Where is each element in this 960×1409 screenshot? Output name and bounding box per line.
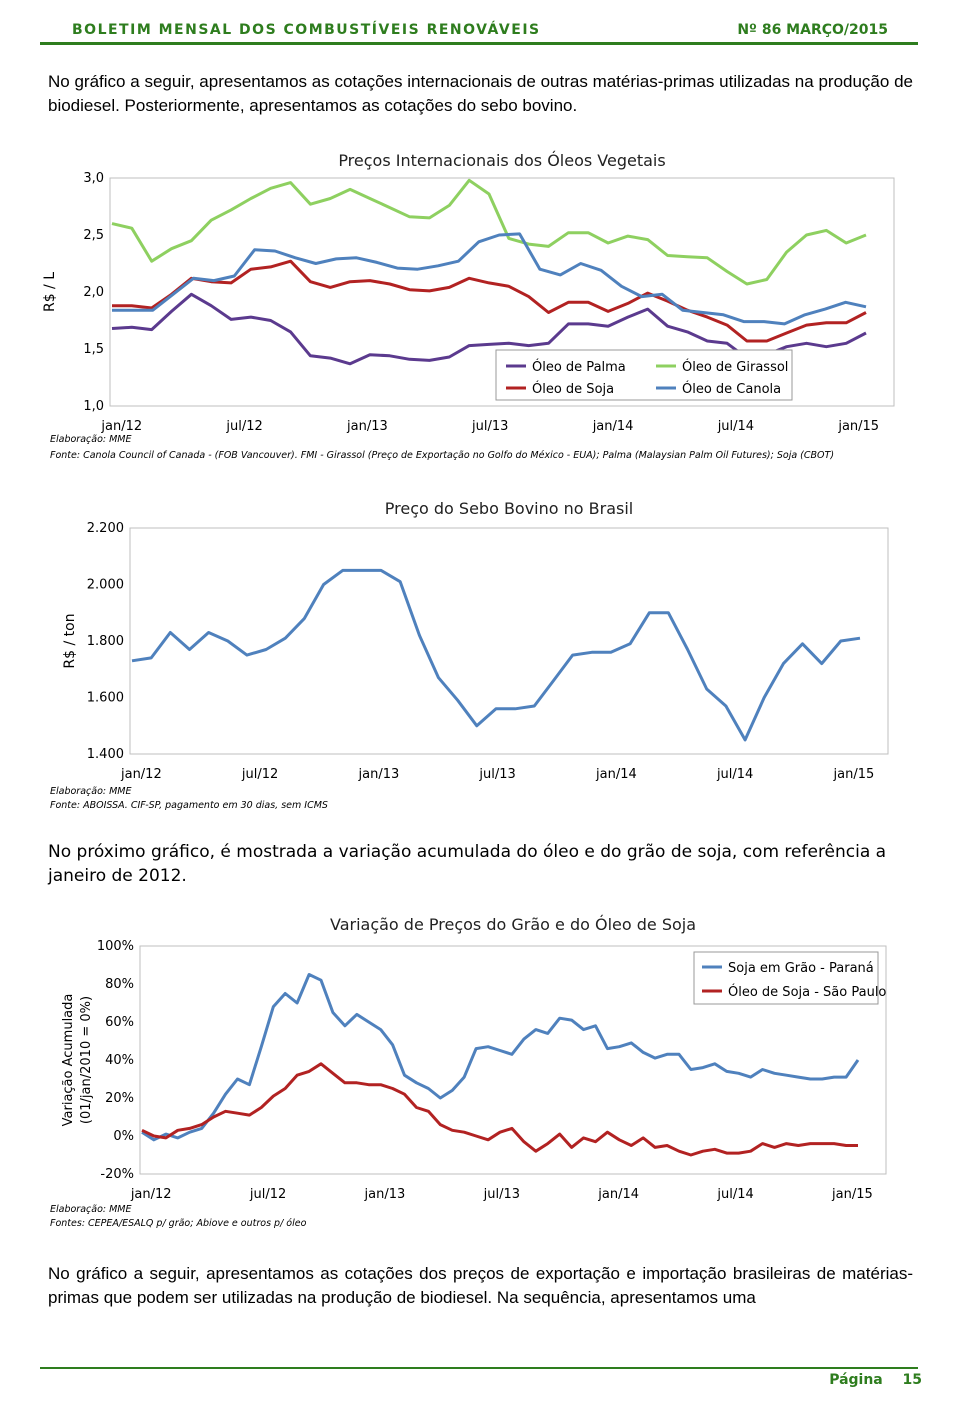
issue-label: Nº 86 MARÇO/2015 xyxy=(737,22,888,38)
y-axis-label-line2: (01/jan/2010 = 0%) xyxy=(79,995,94,1125)
source-note: Fonte: Canola Council of Canada - (FOB Vancouver). FMI - Girassol (Preço de Exportação no Golfo do México - EUA); Palma (Malaysian Palm Oil Futures); Soja (CBOT) xyxy=(50,450,835,461)
x-tick-label: jul/12 xyxy=(226,419,263,434)
y-tick-label: 2.200 xyxy=(86,521,124,536)
x-tick-label: jan/13 xyxy=(364,1187,406,1202)
vegetable-oils-chart xyxy=(40,140,920,470)
source-note: Fonte: ABOISSA. CIF-SP, pagamento em 30 dias, sem ICMS xyxy=(50,800,328,811)
bulletin-title: BOLETIM MENSAL DOS COMBUSTÍVEIS RENOVÁVEIS xyxy=(72,22,541,38)
chart-svg xyxy=(40,140,920,470)
x-tick-label: jul/12 xyxy=(249,1187,287,1202)
source-note: Fontes: CEPEA/ESALQ p/ grão; Abiove e outros p/ óleo xyxy=(50,1218,307,1229)
y-tick-label: 3,0 xyxy=(83,171,104,186)
legend-label: Óleo de Canola xyxy=(682,382,782,397)
header-divider xyxy=(40,42,918,45)
chart-title: Preços Internacionais dos Óleos Vegetais xyxy=(338,151,666,170)
y-tick-label: 0% xyxy=(113,1129,134,1144)
y-axis-label: R$ / ton xyxy=(62,613,78,669)
x-tick-label: jan/13 xyxy=(347,419,388,434)
source-note: Elaboração: MME xyxy=(50,434,132,445)
x-tick-label: jan/15 xyxy=(833,767,875,782)
x-tick-label: jan/15 xyxy=(832,1187,873,1202)
y-tick-label: 2,0 xyxy=(83,285,104,300)
y-tick-label: 1.600 xyxy=(86,690,124,706)
soy-intro-paragraph: No próximo gráfico, é mostrada a variação acumulada do óleo e do grão de soja, com referência a janeiro de 2012. xyxy=(48,842,887,886)
series-line-0 xyxy=(132,570,860,740)
page-number: 15 xyxy=(902,1372,922,1388)
series-line-3 xyxy=(112,234,866,324)
chart-svg xyxy=(40,490,920,820)
y-tick-label: 20% xyxy=(105,1091,134,1106)
footer-divider xyxy=(40,1367,918,1369)
y-axis-label-line1: Variação Acumulada xyxy=(61,993,76,1127)
legend-label: Óleo de Palma xyxy=(532,360,626,375)
tallow-price-chart xyxy=(40,490,920,820)
chart-title: Preço do Sebo Bovino no Brasil xyxy=(384,499,634,518)
x-tick-label: jul/13 xyxy=(483,1187,521,1202)
legend-label: Óleo de Soja xyxy=(532,382,615,397)
y-tick-label: -20% xyxy=(100,1167,134,1182)
source-note: Elaboração: MME xyxy=(50,1204,132,1215)
chart-title: Variação de Preços do Grão e do Óleo de Soja xyxy=(329,915,697,934)
next-chart-paragraph: No gráfico a seguir, apresentamos as cotações dos preços de exportação e importação brasileiras de matérias-primas que podem ser utilizadas na produção de biodiesel. Na sequência, apresentamos uma xyxy=(48,1264,913,1307)
x-tick-label: jan/12 xyxy=(130,1187,172,1202)
series-line-1 xyxy=(112,180,866,284)
y-tick-label: 40% xyxy=(105,1053,134,1068)
plot-area xyxy=(130,528,888,754)
legend-label: Óleo de Girassol xyxy=(682,360,789,375)
y-tick-label: 60% xyxy=(105,1015,134,1030)
x-tick-label: jan/13 xyxy=(358,767,400,782)
source-note: Elaboração: MME xyxy=(50,786,132,797)
intro-paragraph: No gráfico a seguir, apresentamos as cotações internacionais de outras matérias-primas utilizadas na produção de biodiesel. Posteriormente, apresentamos as cotações do sebo bovino. xyxy=(48,72,913,115)
legend-label: Soja em Grão - Paraná xyxy=(728,961,874,976)
x-tick-label: jul/13 xyxy=(472,419,509,434)
x-tick-label: jan/12 xyxy=(120,767,162,782)
x-tick-label: jul/13 xyxy=(479,767,516,782)
x-tick-label: jan/12 xyxy=(101,419,143,434)
page-footer xyxy=(829,1372,922,1388)
y-tick-label: 80% xyxy=(105,977,134,992)
y-tick-label: 1,5 xyxy=(83,342,104,357)
y-tick-label: 2,5 xyxy=(83,228,104,243)
page-label: Página xyxy=(829,1372,883,1388)
y-axis-label: R$ / L xyxy=(42,271,58,313)
page-header xyxy=(46,18,916,42)
y-tick-label: 1,0 xyxy=(83,399,104,414)
x-tick-label: jul/14 xyxy=(717,419,755,434)
y-tick-label: 1.400 xyxy=(86,747,124,762)
x-tick-label: jan/14 xyxy=(598,1187,640,1202)
series-line-2 xyxy=(112,261,866,341)
y-tick-label: 1.800 xyxy=(86,634,124,649)
x-tick-label: jan/14 xyxy=(592,419,634,434)
chart-svg xyxy=(40,908,920,1238)
x-tick-label: jul/14 xyxy=(717,1187,754,1202)
soy-variation-chart xyxy=(40,908,920,1238)
y-tick-label: 2.000 xyxy=(86,577,124,593)
x-tick-label: jan/15 xyxy=(838,419,880,434)
x-tick-label: jul/14 xyxy=(716,767,754,782)
legend-label: Óleo de Soja - São Paulo xyxy=(728,985,887,1000)
x-tick-label: jan/14 xyxy=(596,767,637,782)
y-tick-label: 100% xyxy=(96,939,134,954)
x-tick-label: jul/12 xyxy=(241,767,279,782)
